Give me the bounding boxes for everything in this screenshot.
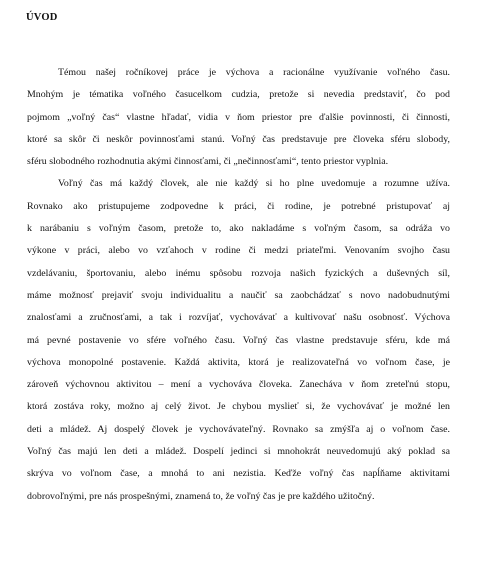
paragraph-1	[27, 62, 450, 173]
text-line: Témou našej ročníkovej práce je výchova a racionálne využívanie voľného času.	[58, 67, 450, 78]
text-line: skrýva vo voľnom čase, a mnohá to ani nezistia. Keďže voľný čas napĺňame aktivitami	[27, 468, 450, 480]
text-line: vzdelávaniu, športovaniu, alebo inému spôsobu rozvoja našich fyzických a duševných síl,	[27, 267, 450, 279]
text-line: Rovnako ako pristupujeme zodpovedne k práci, či rodine, je potrebné pristupovať aj	[27, 200, 450, 212]
text-line: Mnohým je tématika voľného časucelkom cudzia, pretože si nevedia predstaviť, čo pod	[27, 89, 450, 101]
body-text	[27, 62, 450, 508]
text-line: znalosťami a zručnosťami, a tak i rozvíjať, vychovávať a kultivovať našu osobnosť. Výchova	[27, 312, 450, 324]
text-line: výchova monopolné postavenie. Každá aktivita, ktorá je realizovateľná vo voľnom čase, je	[27, 356, 450, 368]
text-line: sféru slobodného rozhodnutia akými činnosťami, či „nečinnosťami“, tento priestor vyplnia.	[27, 156, 389, 168]
text-line: máme možnosť prejaviť svoju individualitu a naučiť sa zaobchádzať s novo nadobudnutými	[27, 289, 450, 301]
text-line: Voľný čas majú len deti a mládež. Dospelí jedinci si mnohokrát neuvedomujú aký poklad sa	[27, 446, 450, 458]
text-line: má pevné postavenie vo sfére voľného času. Voľný čas vlastne predstavuje sféru, kde má	[27, 334, 450, 346]
text-line: ktorá zostáva roky, možno aj celý život. Je chybou myslieť si, že vychovávať je možné len	[27, 401, 450, 413]
text-line: výkone v práci, alebo vo vzťahoch v rodine či medzi priateľmi. Venovaním svojho času	[27, 245, 450, 257]
text-line: pojmom „voľný čas“ vlastne hľadať, vidia v ňom priestor pre ďalšie povinnosti, či činnosti,	[27, 111, 450, 123]
text-line: deti a mládež. Aj dospelý človek je vychovávateľný. Rovnako sa zmýšľa aj o voľnom čase.	[27, 423, 450, 435]
paragraph-2	[27, 173, 450, 507]
text-line: ktoré sa skôr či neskôr povinnosťami stanú. Voľný čas predstavuje pre človeka sféru slobody,	[27, 133, 450, 145]
text-line: Voľný čas má každý človek, ale nie každý si ho plne uvedomuje a rozumne užíva.	[58, 178, 450, 190]
text-line: zároveň výchovnou aktivitou – mení a vychováva človeka. Zanecháva v ňom zreteľnú stopu,	[27, 379, 450, 391]
section-heading: ÚVOD	[26, 12, 58, 23]
text-line: k narábaniu s voľným časom, pretože to, ako nakladáme s voľným časom, sa odráža vo	[27, 223, 450, 235]
text-line: dobrovoľnými, pre nás prospešnými, znamená to, že voľný čas je pre každého užitočný.	[27, 490, 375, 502]
